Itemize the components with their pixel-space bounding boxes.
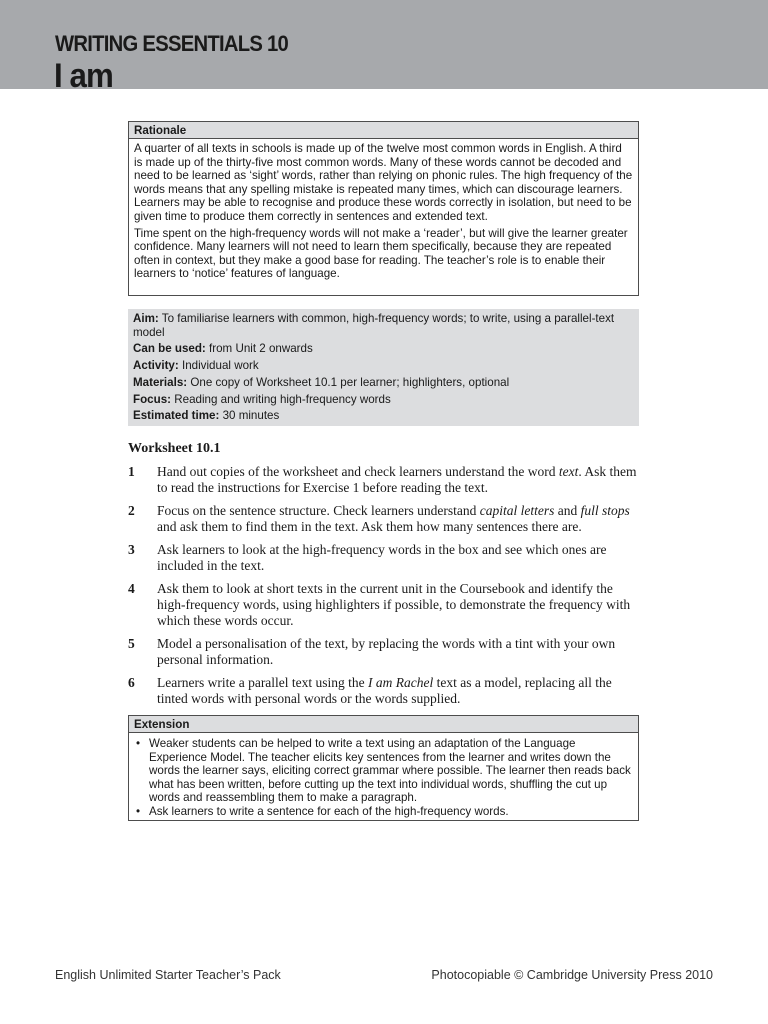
step-number: 5: [128, 636, 135, 651]
extension-heading: Extension: [129, 716, 638, 733]
step-text: and ask them to find them in the text. Ask them how many sentences there are.: [157, 519, 582, 534]
focus-value: Reading and writing high-frequency words: [174, 392, 391, 406]
step-text: Model a personalisation of the text, by replacing the words with a tint with your own personal information.: [157, 636, 616, 667]
estimated-time-row: [133, 408, 634, 425]
step-emphasis: I am Rachel: [368, 675, 434, 690]
rationale-box: [128, 121, 639, 296]
step-text: Hand out copies of the worksheet and check learners understand the word: [157, 464, 559, 479]
rationale-paragraph: A quarter of all texts in schools is made up of the twelve most common words in English. A third is made up of the thirty-five most common words. Many of these words cannot be decoded and need to be learned as ‘sight’ words, rather than relying on phonic rules. The high frequency of the words means that any spelling mistake is repeated many times, which can discourage learners. Learners may be able to recognise and produce these words correctly in isolation, but need to be given time to produce them correctly in sentences and extended text.: [134, 142, 633, 223]
step-text: and: [554, 503, 581, 518]
activity-value: Individual work: [181, 358, 259, 372]
activity-overview: [128, 309, 639, 426]
step-item: [128, 636, 643, 668]
step-number: 4: [128, 581, 135, 596]
materials-label: Materials:: [133, 375, 188, 389]
step-emphasis: capital letters: [479, 503, 555, 518]
footer-copyright: Photocopiable © Cambridge University Press 2010: [431, 968, 713, 982]
worksheet-steps: [128, 464, 643, 714]
step-item: [128, 464, 643, 496]
rationale-paragraph: Time spent on the high-frequency words will not make a ‘reader’, but will give the learner greater confidence. Many learners will not need to learn them specifically, because they are repeated often in context, but they make a good base for reading. The teacher’s role is to enable their learners to ‘notice’ features of language.: [134, 226, 628, 281]
footer-publication: English Unlimited Starter Teacher’s Pack: [55, 968, 281, 982]
rationale-heading: Rationale: [129, 122, 638, 139]
extension-item: • Ask learners to write a sentence for each of the high-frequency words.: [149, 805, 633, 819]
materials-value: One copy of Worksheet 10.1 per learner; highlighters, optional: [190, 375, 510, 389]
aim-row: [133, 312, 634, 339]
step-item: [128, 503, 643, 535]
focus-row: [133, 392, 634, 409]
step-text: . Ask them to read the instructions for Exercise 1 before reading the text.: [157, 464, 637, 495]
step-number: 2: [128, 503, 135, 518]
series-title: WRITING ESSENTIALS 10: [55, 31, 289, 56]
step-emphasis: full stops: [580, 503, 630, 518]
step-item: [128, 581, 643, 629]
can-be-used-row: [133, 341, 634, 358]
extension-list: [129, 733, 638, 819]
step-emphasis: text: [558, 464, 579, 479]
estimated-time-label: Estimated time:: [133, 409, 220, 423]
step-number: 3: [128, 542, 135, 557]
estimated-time-value: 30 minutes: [222, 409, 280, 423]
focus-label: Focus:: [133, 392, 172, 406]
step-text: Ask learners to look at the high-frequency words in the box and see which ones are included in the text.: [157, 542, 607, 573]
step-text: Focus on the sentence structure. Check learners understand: [157, 503, 480, 518]
aim-value: To familiarise learners with common, high-frequency words; to write, using a parallel-text model: [133, 312, 615, 339]
worksheet-heading: Worksheet 10.1: [128, 441, 221, 456]
step-text: Learners write a parallel text using the: [157, 675, 369, 690]
step-text: text as a model, replacing all the tinted words with personal words or the words supplied.: [157, 675, 612, 706]
extension-item: • Weaker students can be helped to write a text using an adaptation of the Language Experience Model. The teacher elicits key sentences from the learner and writes down the words the learner says, eliciting correct grammar where possible. The learner then reads back what has been written, before cutting up the text into individual words, shuffling the cut up words and reassembling them to make a paragraph.: [149, 737, 633, 805]
page-title: I am: [54, 57, 113, 95]
activity-label: Activity:: [133, 358, 179, 372]
step-item: [128, 542, 643, 574]
step-text: Ask them to look at short texts in the current unit in the Coursebook and identify the high-frequency words, using highlighters if possible, to demonstrate the frequency with which these words occur.: [157, 581, 631, 628]
extension-box: [128, 715, 639, 821]
step-number: 6: [128, 675, 135, 690]
rationale-body: [129, 139, 638, 281]
step-number: 1: [128, 464, 135, 479]
step-item: [128, 675, 643, 707]
aim-label: Aim:: [133, 312, 159, 325]
can-be-used-label: Can be used:: [133, 342, 206, 356]
activity-row: [133, 358, 634, 375]
can-be-used-value: from Unit 2 onwards: [209, 342, 313, 356]
materials-row: [133, 375, 634, 392]
